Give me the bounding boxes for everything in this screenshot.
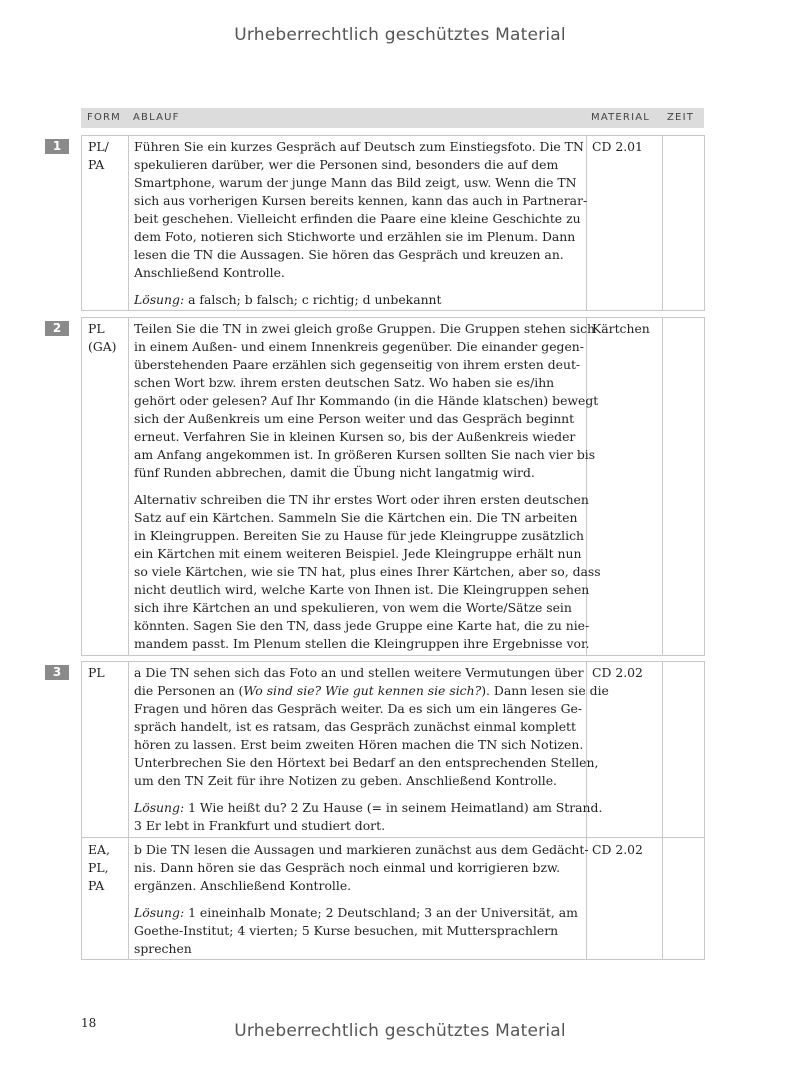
section-number-1: 1 bbox=[45, 139, 69, 154]
header-zeit: ZEIT bbox=[667, 112, 695, 123]
header-form: FORM bbox=[87, 112, 121, 123]
header-ablauf: ABLAUF bbox=[133, 112, 180, 123]
procedure-text: b Die TN lesen die Aussagen und markieren zunächst aus dem Gedächt- nis. Dann hören sie das Gespräch noch einmal und korrigieren bzw. ergänzen. Anschließend Kontrolle. Lösung: 1 eineinhalb Monate; 2 Deutschland; 3 an der Universität, am Goethe-Institut; 4 vierten; 5 Kurse besuchen, mit Muttersprachlern sprechen bbox=[134, 842, 589, 956]
material-cell: CD 2.02 bbox=[592, 665, 643, 680]
section-number-2: 2 bbox=[45, 321, 69, 336]
form-cell: PL bbox=[88, 665, 105, 680]
form-cell: PL (GA) bbox=[88, 321, 117, 354]
section-2 bbox=[81, 317, 705, 656]
material-cell: CD 2.02 bbox=[592, 842, 643, 857]
watermark-top: Urheberrechtlich geschütztes Material bbox=[234, 25, 566, 45]
procedure-text: a Die TN sehen sich das Foto an und stellen weitere Vermutungen über die Personen an (Wo sind sie? Wie gut kennen sie sich?). Dann lesen sie die Fragen und hören das Gespräch weiter. Da es sich um ein längeres Ge- spräch handelt, ist es ratsam, das Gespräch zunächst einmal komplett hören zu lassen. Erst beim zweiten Hören machen die TN sich Notizen. Unterbrechen Sie den Hörtext bei Bedarf an den entsprechenden Stellen, um den TN Zeit für ihre Notizen zu geben. Anschließend Kontrolle. Lösung: 1 Wie heißt du? 2 Zu Hause (= in seinem Heimatland) am Strand. 3 Er lebt in Frankfurt und studiert dort. bbox=[134, 665, 609, 833]
solution: Lösung: 1 Wie heißt du? 2 Zu Hause (= in seinem Heimatland) am Strand. 3 Er lebt in Frankfurt und studiert dort. bbox=[134, 800, 603, 833]
section-3 bbox=[81, 661, 705, 960]
solution: Lösung: 1 eineinhalb Monate; 2 Deutschland; 3 an der Universität, am Goethe-Institut; 4 vierten; 5 Kurse besuchen, mit Muttersprachlern sprechen bbox=[134, 905, 578, 956]
table-header bbox=[81, 108, 704, 128]
section-number-3: 3 bbox=[45, 665, 69, 680]
form-cell: EA, PL, PA bbox=[88, 842, 110, 893]
form-cell: PL/ PA bbox=[88, 139, 109, 172]
page-number: 18 bbox=[81, 1016, 97, 1030]
solution: Lösung: a falsch; b falsch; c richtig; d unbekannt bbox=[134, 292, 442, 307]
procedure-text: Teilen Sie die TN in zwei gleich große Gruppen. Die Gruppen stehen sich in einem Außen- und einem Innenkreis gegenüber. Die einander gegen- überstehenden Paare erzählen sich gegenseitig von ihrem ersten deut- schen Wort bzw. ihrem ersten deutschen Satz. Wo haben sie es/ihn gehört oder gelesen? Auf Ihr Kommando (in die Hände klatschen) bewegt sich der Außenkreis um eine Person weiter und das Gespräch beginnt erneut. Verfahren Sie in kleinen Kursen so, bis der Außenkreis wieder am Anfang angekommen ist. In größeren Kursen sollten Sie nach vier bis fünf Runden abbrechen, damit die Übung nicht langatmig wird. Alternativ schreiben die TN ihr erstes Wort oder ihren ersten deutschen Satz auf ein Kärtchen. Sammeln Sie die Kärtchen ein. Die TN arbeiten in Kleingruppen. Bereiten Sie zu Hause für jede Kleingruppe zusätzlich ein Kärtchen mit einem weiteren Beispiel. Jede Kleingruppe erhält nun so viele Kärtchen, wie sie TN hat, plus eines Ihrer Kärtchen, aber so, dass nicht deutlich wird, welche Karte von Ihnen ist. Die Kleingruppen sehen sich ihre Kärtchen an und spekulieren, von wem die Worte/Sätze sein könnten. Sagen Sie den TN, dass jede Gruppe eine Karte hat, die zu nie- mandem passt. Im Plenum stellen die Kleingruppen ihre Ergebnisse vor. bbox=[134, 321, 601, 651]
material-cell: CD 2.01 bbox=[592, 139, 643, 154]
procedure-text: Führen Sie ein kurzes Gespräch auf Deutsch zum Einstiegsfoto. Die TN spekulieren darüber, wer die Personen sind, besonders die auf dem Smartphone, warum der junge Mann das Bild zeigt, usw. Wenn die TN sich aus vorherigen Kursen bereits kennen, kann das auch in Partnerar- beit geschehen. Vielleicht erfinden die Paare eine kleine Geschichte zu dem Foto, notieren sich Stichworte und erzählen sie im Plenum. Dann lesen die TN die Aussagen. Sie hören das Gespräch und kreuzen an. Anschließend Kontrolle. Lösung: a falsch; b falsch; c richtig; d unbekannt bbox=[134, 139, 588, 307]
material-cell: Kärtchen bbox=[592, 321, 650, 336]
header-material: MATERIAL bbox=[591, 112, 651, 123]
watermark-bottom: Urheberrechtlich geschütztes Material bbox=[234, 1021, 566, 1041]
section-1 bbox=[81, 135, 705, 311]
